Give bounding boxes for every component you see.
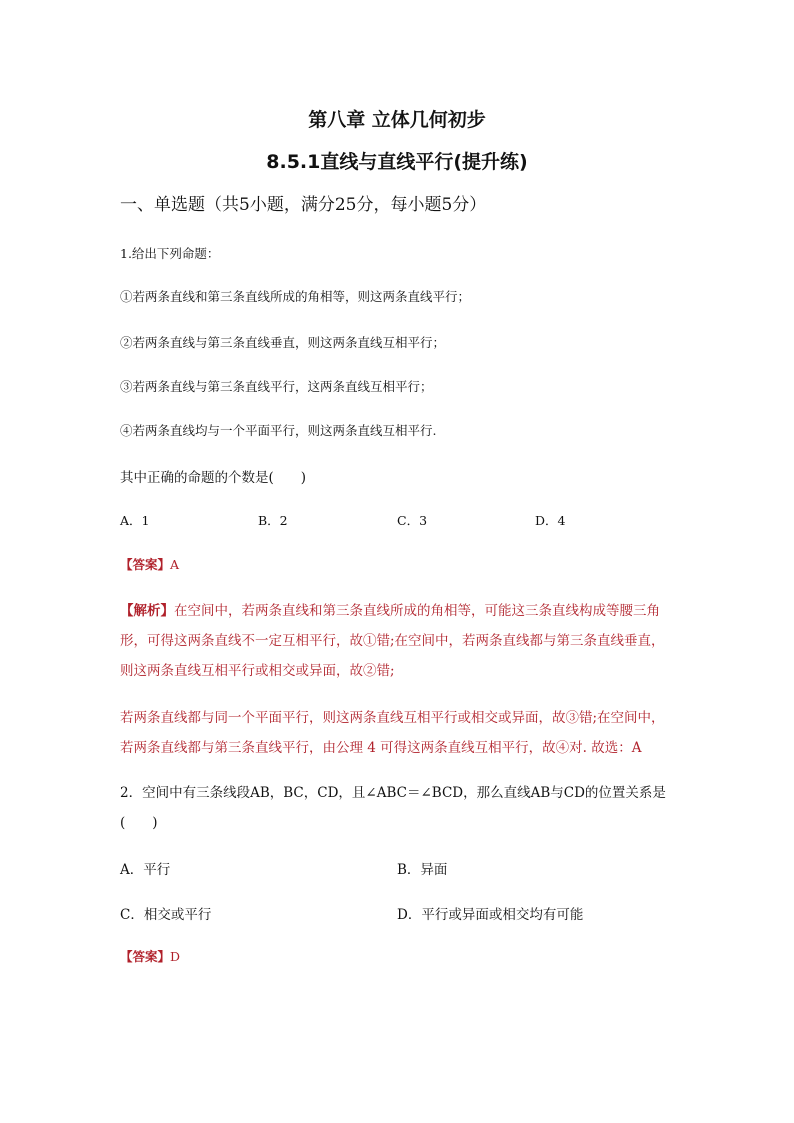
analysis-text: 在空间中，若两条直线和第三条直线所成的角相等，可能这三条直线构成等腰三角 — [174, 603, 660, 619]
q1-option-b: B．2 — [258, 513, 288, 528]
answer-value: A — [170, 557, 180, 572]
q2-answer — [120, 947, 180, 965]
section-title: 8.5.1直线与直线平行(提升练) — [266, 151, 528, 173]
q1-prop-1: ①若两条直线和第三条直线所成的角相等，则这两条直线平行； — [120, 289, 471, 304]
q2-option-a: A．平行 — [120, 862, 171, 878]
q1-option-a: A．1 — [120, 513, 150, 528]
chapter-title: 第八章 立体几何初步 — [308, 109, 486, 131]
q1-prop-4: ④若两条直线均与一个平面平行，则这两条直线互相平行. — [120, 423, 437, 438]
q1-analysis-line-4: 若两条直线都与同一个平面平行，则这两条直线互相平行或相交或异面，故③错;在空间中， — [120, 710, 665, 726]
q1-option-d: D．4 — [535, 513, 566, 528]
q1-ask: 其中正确的命题的个数是( ) — [120, 470, 307, 486]
q1-prop-2: ②若两条直线与第三条直线垂直，则这两条直线互相平行； — [120, 335, 446, 350]
part-title: 一、单选题（共5小题，满分25分，每小题5分） — [120, 195, 487, 215]
q2-option-d: D．平行或异面或相交均有可能 — [397, 907, 584, 923]
q2-option-b: B．异面 — [397, 862, 448, 878]
analysis-tag: 【解析】 — [120, 603, 174, 619]
q1-stem: 1.给出下列命题： — [120, 246, 220, 261]
q1-option-c: C．3 — [397, 513, 428, 528]
answer-tag: 【答案】 — [120, 949, 171, 964]
q2-stem-line-1: 2．空间中有三条线段AB，BC，CD，且∠ABC＝∠BCD，那么直线AB与CD的位置关系是 — [120, 785, 666, 801]
q2-option-c: C．相交或平行 — [120, 907, 212, 923]
q2-stem-line-2: ( ) — [120, 815, 158, 831]
q1-answer — [120, 555, 179, 573]
q1-prop-3: ③若两条直线与第三条直线平行，这两条直线互相平行； — [120, 379, 433, 394]
answer-tag: 【答案】 — [120, 557, 171, 572]
answer-value: D — [170, 949, 181, 964]
q1-analysis-line-3: 则这两条直线互相平行或相交或异面，故②错; — [120, 663, 395, 679]
q1-analysis-line-2: 形，可得这两条直线不一定互相平行，故①错;在空间中，若两条直线都与第三条直线垂直， — [120, 633, 665, 649]
q1-analysis-line-5: 若两条直线都与第三条直线平行，由公理 4 可得这两条直线互相平行，故④对. 故选：A — [120, 740, 642, 756]
q1-analysis-line-1 — [120, 599, 660, 619]
